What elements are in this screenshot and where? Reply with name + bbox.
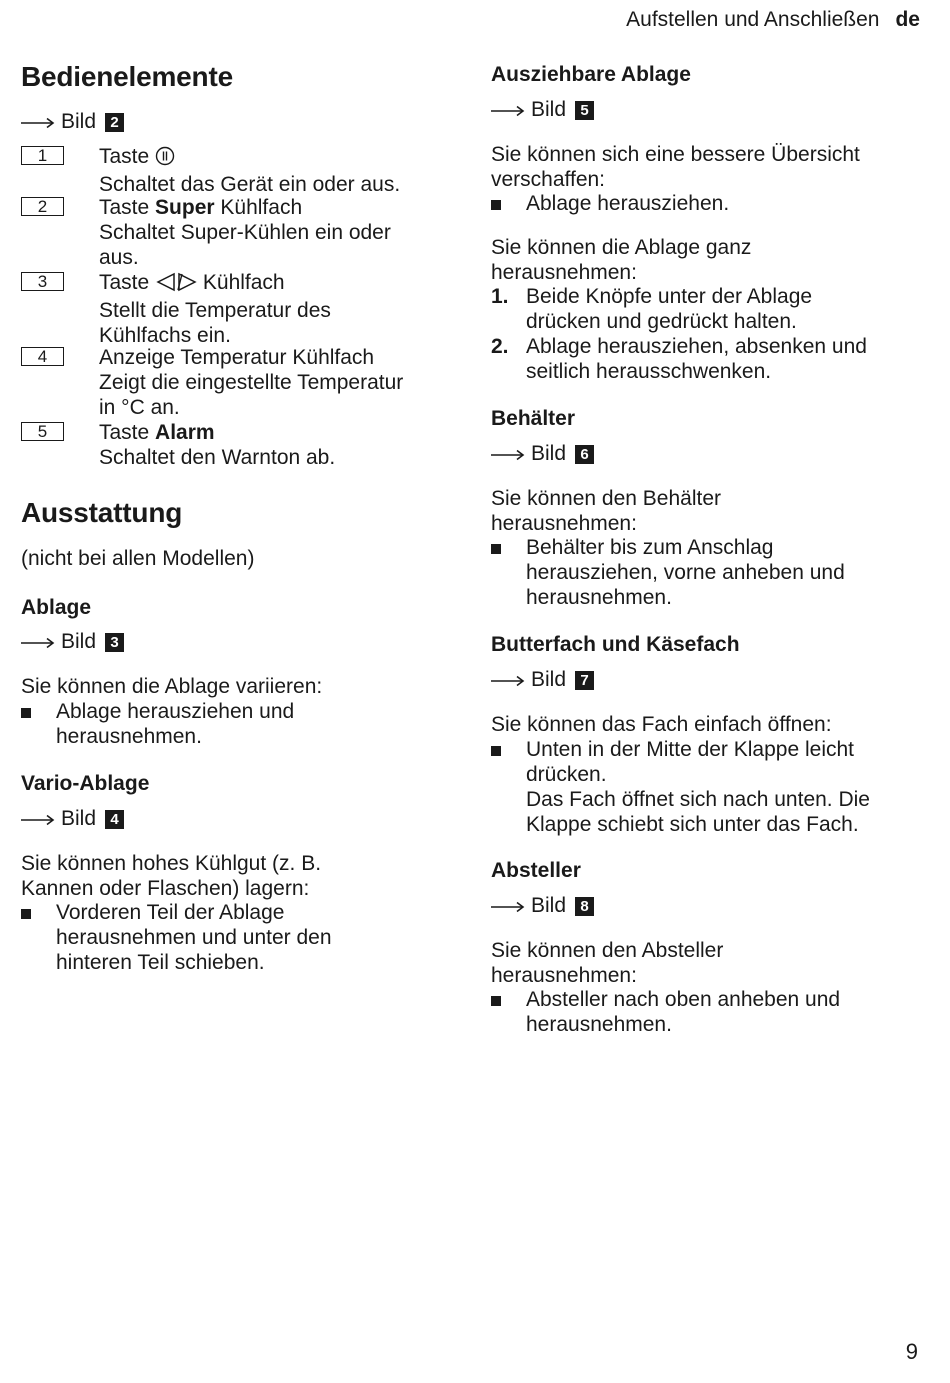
item-number-box: 1 [21,146,64,165]
models-note: (nicht bei allen Modellen) [21,547,255,570]
control-item: 3 Taste Kühlfach Stellt die Temperatur des Kühlfachs ein. [21,270,459,348]
header-title: Aufstellen und Anschließen [626,8,880,31]
long-arrow-right-icon [491,675,525,687]
section-title-ausstattung: Ausstattung [21,497,183,528]
bullet-square-icon [491,746,501,756]
language-code: de [895,8,920,31]
control-item: 1 Taste Schaltet das Gerät ein oder aus. [21,144,459,197]
figure-number-badge: 4 [105,810,124,829]
paragraph: Sie können die Ablage variieren: [21,675,323,698]
subsection-title-butterfach: Butterfach und Käsefach [491,633,740,656]
figure-number-badge: 7 [575,671,594,690]
item-number-box: 3 [21,272,64,291]
control-item: 2 Taste Super Kühlfach Schaltet Super-Kühlen ein oder aus. [21,195,459,270]
figure-reference: Bild 8 [491,893,594,919]
subsection-title-absteller: Absteller [491,859,581,882]
subsection-title-vario-ablage: Vario-Ablage [21,772,150,795]
figure-number-badge: 8 [575,897,594,916]
section-title-bedienelemente: Bedienelemente [21,61,233,92]
figure-number-badge: 2 [105,113,124,132]
figure-reference: Bild 7 [491,667,594,693]
figure-number-badge: 6 [575,445,594,464]
list-item: Behälter bis zum Anschlag herausziehen, vorne anheben und herausnehmen. [491,535,845,610]
list-item: Absteller nach oben anheben und herausnehmen. [491,987,840,1037]
list-item: Vorderen Teil der Ablage herausnehmen und unter den hinteren Teil schieben. [21,900,332,975]
figure-reference: Bild 3 [21,629,124,655]
control-item: 5 Taste Alarm Schaltet den Warnton ab. [21,420,459,470]
bullet-square-icon [491,996,501,1006]
bullet-square-icon [491,200,501,210]
figure-reference: Bild 4 [21,806,124,832]
bullet-square-icon [491,544,501,554]
long-arrow-right-icon [21,117,55,129]
arrow-left-right-icon [155,272,197,298]
figure-reference: Bild 6 [491,441,594,467]
bullet-square-icon [21,708,31,718]
power-icon [155,146,175,172]
paragraph: Sie können den Behälter herausnehmen: [491,487,722,535]
list-item: Ablage herausziehen. [491,191,729,216]
list-item: Unten in der Mitte der Klappe leicht drücken. Das Fach öffnet sich nach unten. Die Klappe schiebt sich unter das Fach. [491,737,870,837]
long-arrow-right-icon [21,637,55,649]
figure-reference: Bild 2 [21,109,124,135]
figure-number-badge: 5 [575,101,594,120]
long-arrow-right-icon [491,105,525,117]
paragraph: Sie können sich eine bessere Übersicht verschaffen: [491,143,860,191]
subsection-title-behaelter: Behälter [491,407,576,430]
item-number-box: 5 [21,422,64,441]
numbered-step: 1. Beide Knöpfe unter der Ablage drücken und gedrückt halten. [491,285,813,333]
control-item: 4 Anzeige Temperatur Kühlfach Zeigt die eingestellte Temperatur in °C an. [21,345,459,420]
long-arrow-right-icon [21,814,55,826]
subsection-title-ausziehbare-ablage: Ausziehbare Ablage [491,63,691,86]
paragraph: Sie können den Absteller herausnehmen: [491,939,724,987]
list-item: Ablage herausziehen und herausnehmen. [21,699,294,749]
page-number: 9 [905,1339,918,1364]
figure-number-badge: 3 [105,633,124,652]
paragraph: Sie können die Ablage ganz herausnehmen: [491,236,752,284]
long-arrow-right-icon [491,449,525,461]
paragraph: Sie können hohes Kühlgut (z. B. Kannen oder Flaschen) lagern: [21,852,322,900]
item-number-box: 4 [21,347,64,366]
paragraph: Sie können das Fach einfach öffnen: [491,713,832,736]
numbered-step: 2. Ablage herausziehen, absenken und seitlich herausschwenken. [491,335,867,383]
subsection-title-ablage: Ablage [21,596,92,619]
bullet-square-icon [21,909,31,919]
figure-reference: Bild 5 [491,97,594,123]
page-header [626,6,920,34]
item-number-box: 2 [21,197,64,216]
long-arrow-right-icon [491,901,525,913]
